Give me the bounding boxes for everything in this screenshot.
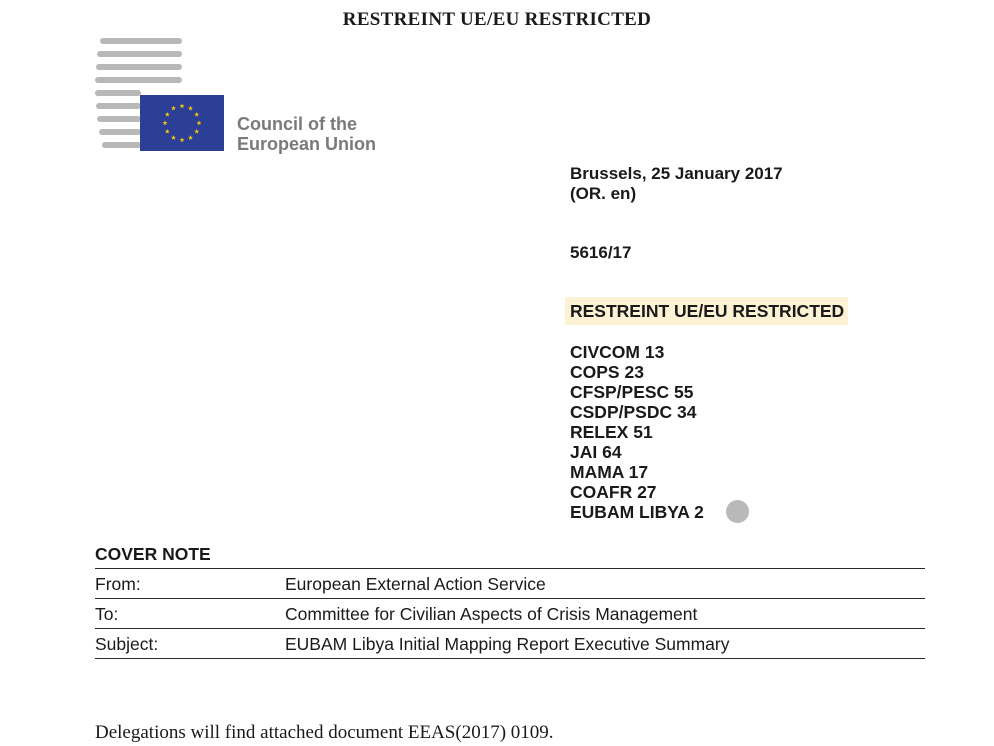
cover-note-title: COVER NOTE xyxy=(95,544,211,564)
classification-badge: RESTREINT UE/EU RESTRICTED xyxy=(565,297,848,325)
row-label: To: xyxy=(95,604,119,624)
row-value: Committee for Civilian Aspects of Crisis Management xyxy=(285,604,698,624)
header-classification: RESTREINT UE/EU RESTRICTED xyxy=(342,9,652,30)
code-item: CFSP/PESC 55 xyxy=(570,382,694,402)
council-name-line2: European Union xyxy=(237,134,376,154)
code-item: EUBAM LIBYA 2 xyxy=(570,502,704,522)
code-item: CIVCOM 13 xyxy=(570,342,665,362)
code-item: COAFR 27 xyxy=(570,482,657,502)
row-value: European External Action Service xyxy=(285,574,546,594)
row-value: EUBAM Libya Initial Mapping Report Executive Summary xyxy=(285,634,730,654)
row-label: Subject: xyxy=(95,634,159,654)
original-language: (OR. en) xyxy=(570,184,637,203)
table-row xyxy=(95,628,925,659)
grey-circle-marker xyxy=(726,500,749,523)
date-block xyxy=(570,164,783,204)
code-item: MAMA 17 xyxy=(570,462,649,482)
code-list xyxy=(570,342,704,522)
body-text: Delegations will find attached document EEAS(2017) 0109. xyxy=(95,722,554,743)
table-row xyxy=(95,598,925,628)
row-label: From: xyxy=(95,574,141,594)
council-name xyxy=(237,114,376,154)
document-number: 5616/17 xyxy=(570,243,632,262)
date-line: Brussels, 25 January 2017 xyxy=(570,164,783,183)
code-item: JAI 64 xyxy=(570,442,622,462)
cover-note-table xyxy=(95,568,925,659)
council-name-line1: Council of the xyxy=(237,114,357,134)
code-item: CSDP/PSDC 34 xyxy=(570,402,697,422)
code-item: RELEX 51 xyxy=(570,422,653,442)
table-row xyxy=(95,568,925,598)
code-item: COPS 23 xyxy=(570,362,644,382)
